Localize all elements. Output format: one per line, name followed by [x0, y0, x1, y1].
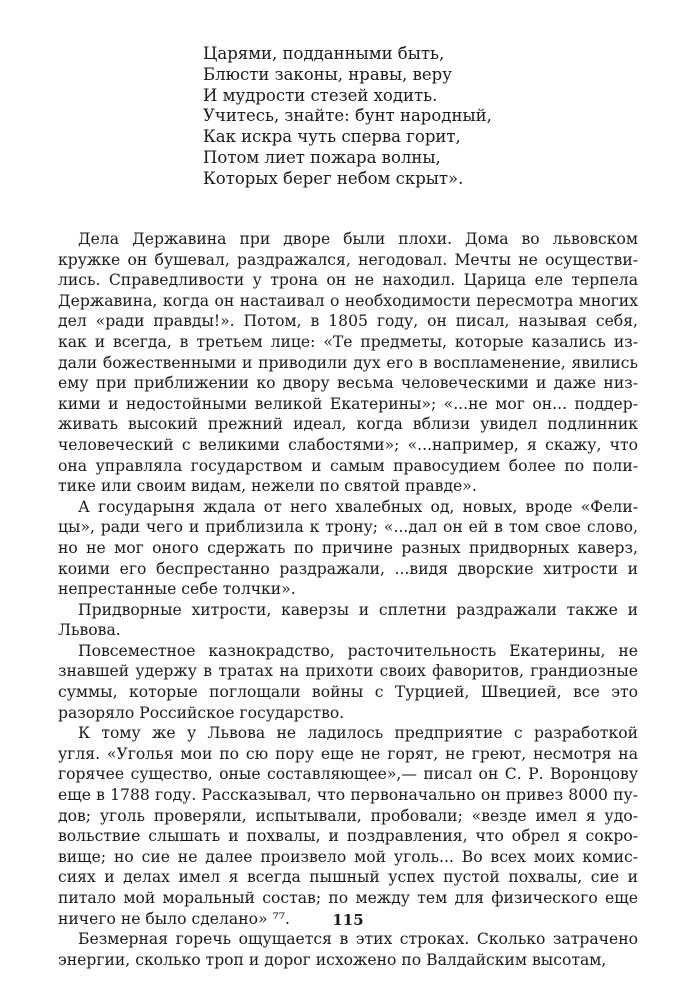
text-line: цы», ради чего и приблизила к трону; «...дал он ей в том свое слово, [58, 518, 638, 537]
paragraph [58, 641, 638, 723]
text-line: питало мой моральный состав; по между тем для физического еще [58, 889, 638, 907]
text-line: как и всегда, в третьем лице: «Те предметы, которые казались из- [58, 332, 638, 351]
text-line: знавшей удержу в тратах на прихоти своих фаворитов, грандиозные [58, 662, 638, 681]
text-line: дел «ради правды!». Потом, в 1805 году, он писал, называя себя, [58, 312, 638, 331]
text-line: человеческий с великими слабостями»; «...например, я скажу, что [58, 435, 638, 454]
text-line: дов; уголь проверяли, испытывали, пробовали; «везде имел я удо- [58, 806, 638, 825]
text-line: коими его беспрестанно раздражали, ...видя дворские хитрости и [58, 559, 638, 578]
text-line: кружке он бушевал, раздражался, негодовал. Мечты не осуществи- [58, 250, 638, 269]
paragraph [58, 723, 638, 929]
text-line: но не мог оного сдержать по причине разных придворных каверз, [58, 538, 638, 557]
text-line: разоряло Российское государство. [58, 703, 345, 722]
text-line: ему при приближении ко двору весьма человеческими и даже низ- [58, 374, 638, 393]
poem-line: Как искра чуть сперва горит, [203, 127, 461, 147]
paragraph [58, 229, 638, 497]
text-line: угля. «Уголья мои по сю пору еще не горят, не греют, несмотря на [58, 744, 638, 763]
text-line: горячее существо, оные составляющее»,— писал он С. Р. Воронцову [58, 765, 638, 784]
body-text [58, 229, 638, 970]
text-line: Безмерная горечь ощущается в этих строках. Сколько затрачено [78, 930, 638, 949]
text-line: Придворные хитрости, каверзы и сплетни раздражали также и [78, 600, 638, 619]
poem-line: Учитесь, знайте: бунт народный, [203, 106, 492, 126]
text-line: энергии, сколько троп и дорог исхожено по Валдайским высотам, [58, 950, 607, 969]
text-line: А государыня ждала от него хвалебных од, новых, вроде «Фели- [78, 497, 638, 516]
text-line: Повсеместное казнокрадство, расточительность Екатерины, не [78, 641, 638, 660]
text-line: кими и недостойными великой Екатерины»; «...не мог он... поддер- [58, 394, 638, 413]
poem-line: Блюсти законы, нравы, веру [203, 64, 452, 84]
text-line: Дела Державина при дворе были плохи. Дома во львовском [78, 230, 638, 248]
text-line: суммы, которые поглощали войны с Турцией, Швецией, все это [58, 683, 638, 702]
verse-excerpt [203, 44, 603, 190]
poem-line: И мудрости стезей ходить. [203, 85, 438, 105]
text-line: К тому же у Львова не ладилось предприятие с разработкой [78, 724, 638, 743]
text-line: еще в 1788 году. Рассказывал, что первоначально он привез 8000 пу- [58, 786, 638, 805]
text-line: дали божественными и приводили дух его в воспламенение, явились [58, 353, 638, 372]
page-number: 115 [332, 911, 364, 929]
poem-line: Которых берег небом скрыт». [203, 168, 464, 188]
poem-line: Потом лиет пожара волны, [203, 147, 441, 167]
text-line: сиях и делах имел я всегда пышный успех пустой похвалы, сие и [58, 868, 638, 887]
paragraph [58, 497, 638, 600]
text-line: Державина, когда он настаивал о необходимости пересмотра многих [58, 291, 638, 310]
text-line: тике или своим видам, нежели по святой правде». [58, 477, 477, 496]
text-line: вище; но сие не далее произвело мой уголь... Во всех моих комис- [58, 847, 638, 866]
text-line: ничего не было сделано» ⁷⁷. [58, 909, 290, 928]
poem-line: Царями, подданными быть, [203, 44, 445, 63]
text-line: живать высокий прежний идеал, когда вблизи увидел подлинник [58, 415, 638, 434]
text-line: Львова. [58, 621, 121, 640]
text-line: вольствие слышать и похвалы, и поздравления, что обрел я сокро- [58, 827, 638, 846]
text-line: лись. Справедливости у трона он не находил. Царица еле терпела [58, 271, 638, 290]
paragraph [58, 929, 638, 970]
text-line: она управляла государством и самым правосудием более по поли- [58, 456, 638, 475]
text-line: непрестанные себе толчки». [58, 580, 296, 599]
paragraph [58, 600, 638, 641]
